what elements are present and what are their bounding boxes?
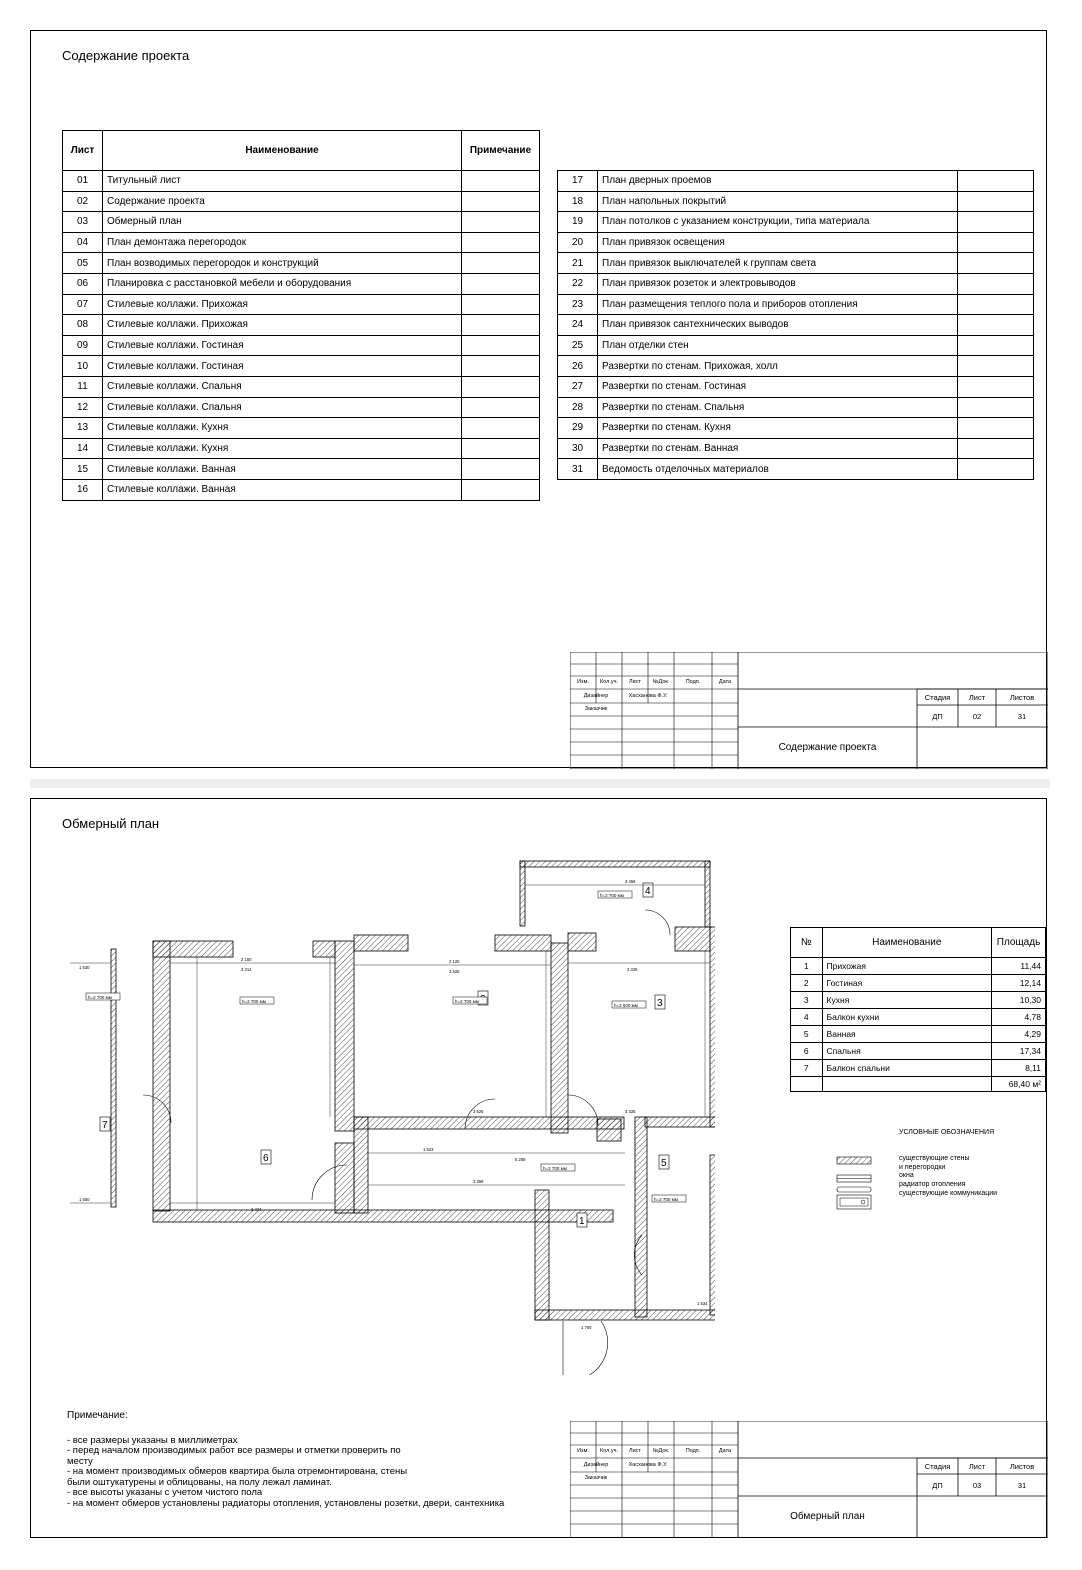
area-name: Прихожая [822,958,992,975]
header-note: Примечание [462,131,540,171]
area-name: Спальня [822,1043,992,1060]
row-name: Стилевые коллажи. Кухня [103,438,462,459]
stamp-stage-label: Стадия [924,693,951,702]
area-area: 11,44 [992,958,1046,975]
row-note [462,479,540,500]
sheet-measurement-plan [30,798,1047,1538]
row-number: 05 [63,253,103,274]
stamp-col-date: Дата [718,679,732,685]
row-number: 28 [558,397,598,418]
row-name: Стилевые коллажи. Прихожая [103,315,462,336]
row-name: План размещения теплого пола и приборов отопления [598,294,958,315]
stamp2-col-kol: Кол.уч. [599,1448,619,1454]
row-number: 19 [558,212,598,233]
row-number: 24 [558,315,598,336]
table-row [63,171,540,192]
note-line: - перед началом производимых работ все размеры и отметки проверить по [67,1445,401,1456]
row-name: План потолков с указанием конструкции, типа материала [598,212,958,233]
row-name: Обмерный план [103,212,462,233]
row-name: Ведомость отделочных материалов [598,459,958,480]
area-num: 7 [791,1060,823,1077]
area-area: 4,78 [992,1009,1046,1026]
row-note [958,418,1034,439]
contents-table-right [557,170,1034,480]
row-note [958,253,1034,274]
table-row [63,212,540,233]
stamp-col-list: Лист [629,679,641,685]
stamp-col-doc: №Док. [652,679,670,685]
dim-2: 2 150 [241,957,252,962]
height-kitchen-balcony: h=2 700 мм [600,893,624,898]
area-row [791,1043,1046,1060]
row-number: 02 [63,191,103,212]
legend-title: УСЛОВНЫЕ ОБОЗНАЧЕНИЯ [899,1129,995,1136]
height-living: h=2 700 мм [455,999,479,1004]
row-name: План возводимых перегородок и конструкций [103,253,462,274]
row-note [462,253,540,274]
floor-plan [65,855,715,1375]
stamp-sheets-label: Листов [1009,693,1035,702]
walls [111,861,715,1320]
notes [67,1411,504,1509]
stamp-sheet-label: Лист [968,693,986,702]
row-number: 11 [63,376,103,397]
table-row [558,191,1034,212]
row-note [958,171,1034,192]
area-area: 8,11 [992,1060,1046,1077]
area-name: Кухня [822,992,992,1009]
notes-title: Примечание: [67,1410,128,1421]
row-name: Стилевые коллажи. Прихожая [103,294,462,315]
room-6: 6 [263,1153,269,1164]
dim-15: 1 700 [581,1325,592,1330]
stamp-designer-name: Хасханова Ф.У. [628,693,668,699]
stamp2-col-list: Лист [629,1448,641,1454]
row-number: 18 [558,191,598,212]
row-note [958,459,1034,480]
row-number: 10 [63,356,103,377]
stamp-total: 31 [1017,712,1027,721]
row-name: План напольных покрытий [598,191,958,212]
row-number: 03 [63,212,103,233]
dim-8: 1 550 [79,1197,90,1202]
area-area: 10,30 [992,992,1046,1009]
row-note [462,459,540,480]
row-note [958,191,1034,212]
row-name: Стилевые коллажи. Гостиная [103,356,462,377]
row-note [462,232,540,253]
row-number: 13 [63,418,103,439]
height-balcony: h=2 700 мм [88,995,112,1000]
stamp-sheet-number: 02 [972,712,982,721]
row-name: Стилевые коллажи. Кухня [103,418,462,439]
area-name: Балкон кухни [822,1009,992,1026]
row-number: 01 [63,171,103,192]
dim-14: 3 325 [625,1109,636,1114]
stamp2-title: Обмерный план [790,1511,865,1522]
dim-7: 1 630 [79,965,90,970]
note-line: - на момент обмеров установлены радиаторы отопления, установлены розетки, двери, сантехника [67,1497,505,1509]
note-line: были оштукатурены и облицованы, на полу лежал ламинат. [67,1476,332,1488]
table-row [558,294,1034,315]
row-name: Стилевые коллажи. Ванная [103,479,462,500]
stamp-designer-label: Дизайнер [583,693,609,699]
table-row [63,418,540,439]
stamp2-total: 31 [1017,1481,1027,1490]
row-number: 14 [63,438,103,459]
area-table [790,927,1046,1092]
row-number: 26 [558,356,598,377]
row-name: Развертки по стенам. Гостиная [598,376,958,397]
dim-5: 3 526 [449,969,460,974]
table-row [63,273,540,294]
page-title-2: Обмерный план [62,816,160,831]
table-row [558,315,1034,336]
row-note [462,418,540,439]
row-number: 08 [63,315,103,336]
room-5: 5 [661,1158,667,1169]
stamp2-stage-label: Стадия [924,1462,951,1471]
room-1: 1 [579,1216,585,1227]
row-name: План привязок розеток и электровыводов [598,273,958,294]
stamp-col-podp: Подп. [685,679,701,685]
table-row [63,294,540,315]
stamp2-stage: ДП [932,1481,943,1490]
dim-12: 5 258 [515,1157,526,1162]
row-number: 25 [558,335,598,356]
area-num: 5 [791,1026,823,1043]
contents-table-left [62,130,540,501]
header-sheet: Лист [63,131,103,171]
room-4: 4 [645,886,651,897]
row-note [958,315,1034,336]
row-number: 29 [558,418,598,439]
row-name: План привязок сантехнических выводов [598,315,958,336]
row-note [462,294,540,315]
table-row [558,438,1034,459]
page-title: Содержание проекта [62,48,190,63]
table-row [63,335,540,356]
row-name: Стилевые коллажи. Спальня [103,397,462,418]
row-name: Планировка с расстановкой мебели и оборудования [103,273,462,294]
dim-6: 3 325 [627,967,638,972]
area-num: 3 [791,992,823,1009]
table-row [63,479,540,500]
table-row [63,459,540,480]
table-row [63,397,540,418]
legend-windows: окна [899,1172,914,1180]
row-note [958,335,1034,356]
stamp-title: Содержание проекта [778,742,877,753]
row-note [462,376,540,397]
row-note [462,171,540,192]
dim-11: 1 623 [423,1147,434,1152]
row-number: 21 [558,253,598,274]
page-gap [30,779,1050,788]
row-number: 27 [558,376,598,397]
dim-9: 3 474 [251,1207,262,1212]
dim-16: 1 534 [697,1301,708,1306]
stamp-customer-label: Заказчик [584,706,608,712]
area-row [791,975,1046,992]
row-name: Стилевые коллажи. Гостиная [103,335,462,356]
row-number: 07 [63,294,103,315]
row-name: План привязок освещения [598,232,958,253]
row-note [958,376,1034,397]
row-note [958,232,1034,253]
area-area: 17,34 [992,1043,1046,1060]
height-bedroom: h=2 700 мм [242,999,266,1004]
table-row [63,315,540,336]
row-note [958,212,1034,233]
row-note [462,438,540,459]
legend-radiator: радиатор отопления [899,1181,966,1189]
legend-walls-1: существующие стены [899,1155,970,1162]
table-row [558,171,1034,192]
row-number: 04 [63,232,103,253]
height-kitchen: h=2 600 мм [614,1003,638,1008]
area-num: 6 [791,1043,823,1060]
title-block [570,652,1048,769]
table-row [63,356,540,377]
stamp2-designer-label: Дизайнер [583,1462,609,1468]
row-number: 30 [558,438,598,459]
stamp2-col-podp: Подп. [685,1448,701,1454]
stamp2-col-doc: №Док. [652,1448,670,1454]
row-number: 16 [63,479,103,500]
row-name: Стилевые коллажи. Ванная [103,459,462,480]
table-row [558,253,1034,274]
area-header-area: Площадь [992,928,1046,958]
note-line: - все высоты указаны с учетом чистого пола [67,1487,263,1498]
area-row [791,1026,1046,1043]
header-name: Наименование [103,131,462,171]
row-name: План привязок выключателей к группам света [598,253,958,274]
area-total-row [791,1077,1046,1092]
row-note [462,335,540,356]
row-name: План отделки стен [598,335,958,356]
stamp-stage: ДП [932,712,943,721]
height-bath: h=2 700 мм [654,1197,678,1202]
row-name: Развертки по стенам. Спальня [598,397,958,418]
stamp2-sheets-label: Листов [1009,1462,1035,1471]
area-row [791,1009,1046,1026]
row-note [958,273,1034,294]
dim-1: 3 456 [625,879,636,884]
stamp-col-kol: Кол.уч. [599,679,619,685]
table-row [558,212,1034,233]
dim-10: 3 356 [473,1179,484,1184]
row-number: 06 [63,273,103,294]
area-area: 12,14 [992,975,1046,992]
area-header-num: № [791,928,823,958]
table-row [558,356,1034,377]
table-row [63,376,540,397]
row-note [462,191,540,212]
stamp2-sheet-number: 03 [972,1481,982,1490]
row-note [462,315,540,336]
row-note [958,438,1034,459]
note-line: - все размеры указаны в миллиметрах [67,1434,238,1446]
row-note [958,294,1034,315]
area-name: Ванная [822,1026,992,1043]
row-number: 31 [558,459,598,480]
table-row [63,191,540,212]
stamp2-sheet-label: Лист [968,1462,986,1471]
area-name: Гостиная [822,975,992,992]
dim-3: 3 314 [241,967,252,972]
table-row [558,232,1034,253]
sheet-contents [30,30,1047,768]
row-number: 23 [558,294,598,315]
area-row [791,958,1046,975]
area-total-empty-1 [791,1077,823,1092]
row-note [958,397,1034,418]
row-number: 15 [63,459,103,480]
row-note [958,356,1034,377]
area-num: 2 [791,975,823,992]
table-row [558,459,1034,480]
row-note [462,273,540,294]
row-name: Стилевые коллажи. Спальня [103,376,462,397]
row-number: 22 [558,273,598,294]
area-row [791,1060,1046,1077]
row-note [462,397,540,418]
legend-utilities: существующие коммуникации [899,1189,998,1197]
table-row [558,376,1034,397]
table-row [558,397,1034,418]
room-7: 7 [102,1120,108,1131]
row-name: Развертки по стенам. Прихожая, холл [598,356,958,377]
dim-4: 2 120 [449,959,460,964]
area-total: 68,40 м² [992,1077,1046,1092]
stamp2-col-date: Дата [718,1448,732,1454]
row-number: 12 [63,397,103,418]
area-header-name: Наименование [822,928,992,958]
doors [143,910,670,1375]
table-row [558,418,1034,439]
row-name: Развертки по стенам. Ванная [598,438,958,459]
note-line: месту [67,1455,93,1467]
row-note [462,212,540,233]
area-num: 4 [791,1009,823,1026]
stamp2-designer-name: Хасханова Ф.У. [628,1462,668,1468]
dim-13: 3 526 [473,1109,484,1114]
area-num: 1 [791,958,823,975]
note-line: - на момент производимых обмеров квартира была отремонтирована, стены [67,1466,408,1477]
stamp-col-izm: Изм. [577,679,589,685]
legend-walls-2: и перегородки [899,1163,946,1171]
row-name: Титульный лист [103,171,462,192]
area-area: 4,29 [992,1026,1046,1043]
stamp2-col-izm: Изм. [577,1448,589,1454]
row-note [462,356,540,377]
area-row [791,992,1046,1009]
room-3: 3 [657,998,663,1009]
legend-wall-icon [837,1157,871,1164]
row-name: Содержание проекта [103,191,462,212]
table-row [63,253,540,274]
row-number: 17 [558,171,598,192]
row-name: План демонтажа перегородок [103,232,462,253]
legend-radiator-icon [837,1187,871,1192]
table-row [63,438,540,459]
legend-symbols [836,1155,876,1215]
row-number: 20 [558,232,598,253]
table-row [63,232,540,253]
area-total-empty-2 [822,1077,992,1092]
title-block-2 [570,1421,1048,1538]
stamp2-customer-label: Заказчик [584,1475,608,1481]
row-number: 09 [63,335,103,356]
height-corridor: h=2 700 мм [543,1166,567,1171]
table-row [558,335,1034,356]
area-name: Балкон спальни [822,1060,992,1077]
row-name: Развертки по стенам. Кухня [598,418,958,439]
row-name: План дверных проемов [598,171,958,192]
table-row [558,273,1034,294]
